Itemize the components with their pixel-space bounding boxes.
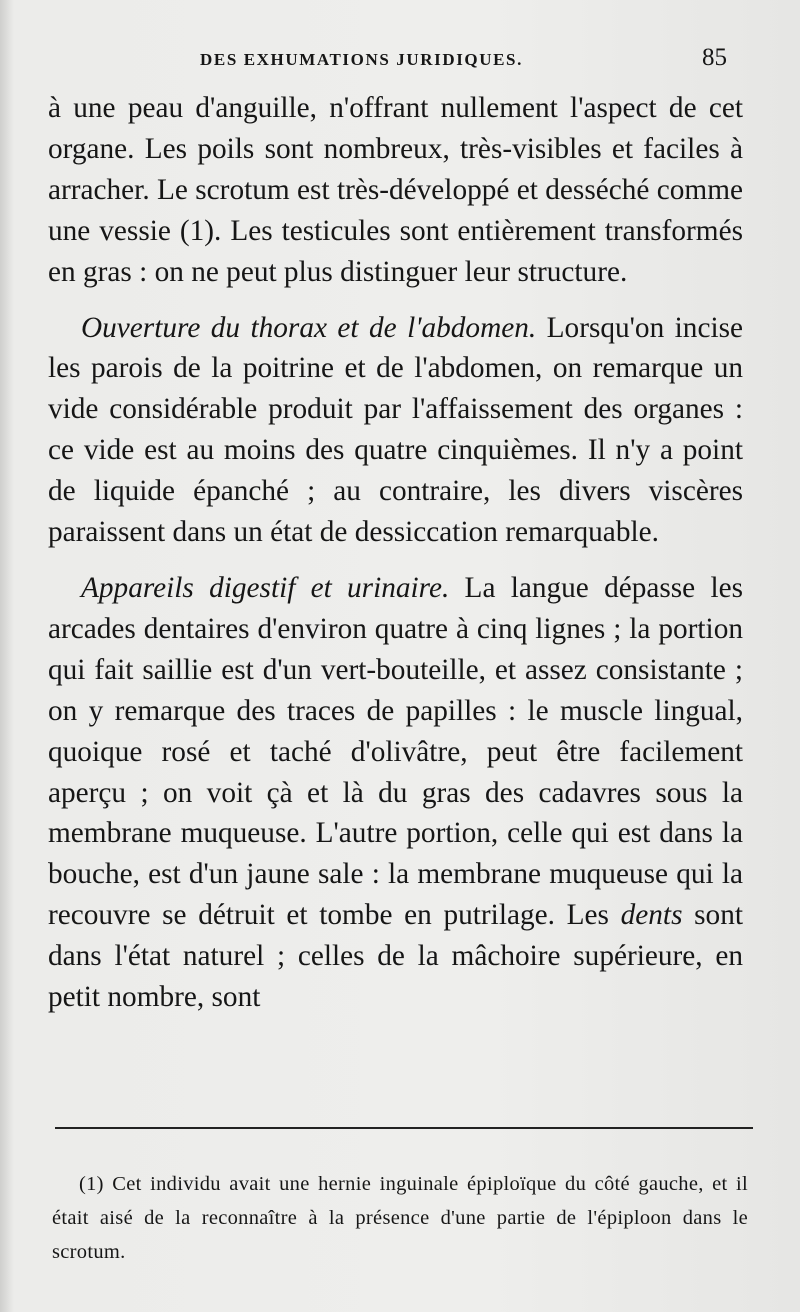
footnote-text: (1) Cet individu avait une hernie inguinale épiploïque du côté gauche, et il était aisé de la reconnaître à la présence d'une partie de l'épiploon dans le scrotum. <box>52 1173 748 1263</box>
footnote-divider <box>55 1127 753 1129</box>
paragraph-3-text-a: La langue dépasse les arcades dentaires d'environ quatre à cinq lignes ; la portion qui fait saillie est d'un vert-bouteille, et assez consistante ; on y remarque des traces de papilles : le muscle lingual, quoique rosé et taché d'olivâtre, peut être facilement aperçu ; on voit çà et là du gras des cadavres sous la membrane muqueuse. L'autre portion, celle qui est dans la bouche, est d'un jaune sale : la membrane muqueuse qui la recouvre se détruit et tombe en putrilage. Les <box>48 571 743 932</box>
footnote <box>52 1167 748 1269</box>
paragraph-2-text: Lorsqu'on incise les parois de la poitrine et de l'abdomen, on remarque un vide considérable produit par l'affaissement des organes : ce vide est au moins des quatre cinquièmes. Il n'y a point de liquide épanché ; au contraire, les divers viscères paraissent dans un état de dessiccation remarquable. <box>48 311 743 549</box>
main-text <box>48 88 743 1018</box>
paragraph-2 <box>48 308 743 553</box>
page-number: 85 <box>702 44 727 71</box>
section-heading-thorax: Ouverture du thorax et de l'abdomen. <box>81 311 537 344</box>
section-heading-digestive: Appareils digestif et urinaire. <box>81 571 450 604</box>
paragraph-1: à une peau d'anguille, n'offrant nullement l'aspect de cet organe. Les poils sont nombreux, très-visibles et faciles à arracher. Le scrotum est très-développé et desséché comme une vessie (1). Les testicules sont entièrement transformés en gras : on ne peut plus distinguer leur structure. <box>48 92 743 288</box>
paragraph-3-text-b: sont dans l'état naturel ; celles de la mâchoire supérieure, en petit nombre, sont <box>48 899 743 1014</box>
paragraph-3 <box>48 568 743 1018</box>
emphasis-dents: dents <box>620 899 683 932</box>
page-header <box>0 44 800 78</box>
running-head: DES EXHUMATIONS JURIDIQUES. <box>200 50 523 69</box>
